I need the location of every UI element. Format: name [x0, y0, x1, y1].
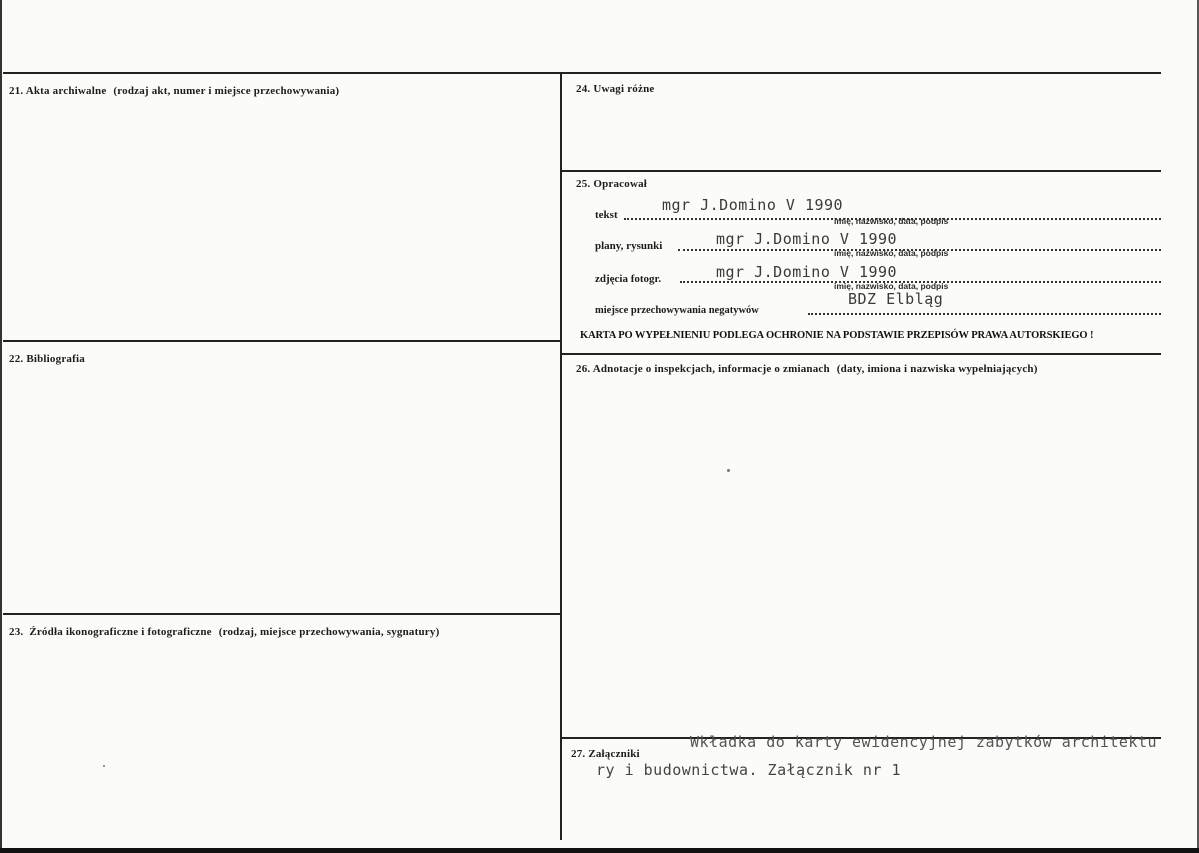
row-negatives-dotted-line — [808, 313, 1161, 315]
row-negatives-value: BDZ Elbląg — [848, 290, 944, 308]
section-27-number: 27. — [571, 748, 586, 760]
section-23-note: (rodzaj, miejsce przechowywania, sygnatury) — [218, 626, 440, 638]
scan-speck — [727, 469, 730, 472]
section-26-note: (daty, imiona i nazwiska wypełniających) — [836, 363, 1038, 375]
section-21-title: Akta archiwalne — [25, 85, 107, 97]
row-plans-caption: imię, nazwisko, data, podpis — [834, 248, 949, 258]
scan-speck — [103, 765, 105, 767]
section-22-heading — [9, 353, 85, 365]
copyright-notice: KARTA PO WYPEŁNIENIU PODLEGA OCHRONIE NA PODSTAWIE PRZEPISÓW PRAWA AUTORSKIEGO ! — [580, 330, 1094, 341]
section-24-number: 24. — [576, 83, 591, 95]
rule-left-21-22 — [3, 340, 561, 342]
section-24-title: Uwagi różne — [593, 83, 655, 95]
attachments-line-1: Wkładka do karty ewidencyjnej zabytków architektu — [690, 733, 1158, 751]
section-24-heading — [576, 83, 654, 95]
center-divider — [560, 72, 562, 840]
section-25-title: Opracował — [593, 178, 648, 190]
section-21-number: 21. — [9, 85, 24, 97]
section-21-heading — [9, 85, 339, 97]
section-26-heading — [576, 363, 1038, 375]
section-21-note: (rodzaj akt, numer i miejsce przechowywania) — [113, 85, 340, 97]
top-rule — [3, 72, 1161, 74]
row-plans-value: mgr J.Domino V 1990 — [716, 230, 898, 248]
section-23-title: Źródła ikonograficzne i fotograficzne — [29, 626, 212, 638]
section-22-number: 22. — [9, 353, 24, 365]
row-negatives-label: miejsce przechowywania negatywów — [595, 305, 759, 316]
section-23-number: 23. — [9, 626, 24, 638]
section-22-title: Bibliografia — [26, 353, 85, 365]
rule-right-24-25 — [561, 170, 1161, 172]
section-25-heading — [576, 178, 647, 190]
section-26-number: 26. — [576, 363, 591, 375]
section-25-number: 25. — [576, 178, 591, 190]
row-photos-value: mgr J.Domino V 1990 — [716, 263, 898, 281]
section-27-title: Załączniki — [588, 748, 640, 760]
row-plans-label: plany, rysunki — [595, 240, 663, 252]
rule-right-25-26 — [561, 353, 1161, 355]
row-photos-caption: imię, nazwisko, data, podpis — [834, 281, 949, 291]
row-text-label: tekst — [595, 209, 618, 221]
scan-edge-left — [0, 0, 2, 853]
row-text-caption: imię, nazwisko, data, podpis — [834, 216, 949, 226]
section-23-heading — [9, 626, 439, 638]
attachments-line-2: ry i budownictwa. Załącznik nr 1 — [596, 761, 901, 779]
section-27-heading — [571, 748, 640, 760]
rule-left-22-23 — [3, 613, 561, 615]
scan-edge-bottom — [0, 848, 1199, 853]
section-26-title: Adnotacje o inspekcjach, informacje o zmianach — [592, 363, 830, 375]
row-photos-label: zdjęcia fotogr. — [595, 273, 662, 285]
row-text-value: mgr J.Domino V 1990 — [662, 196, 844, 214]
